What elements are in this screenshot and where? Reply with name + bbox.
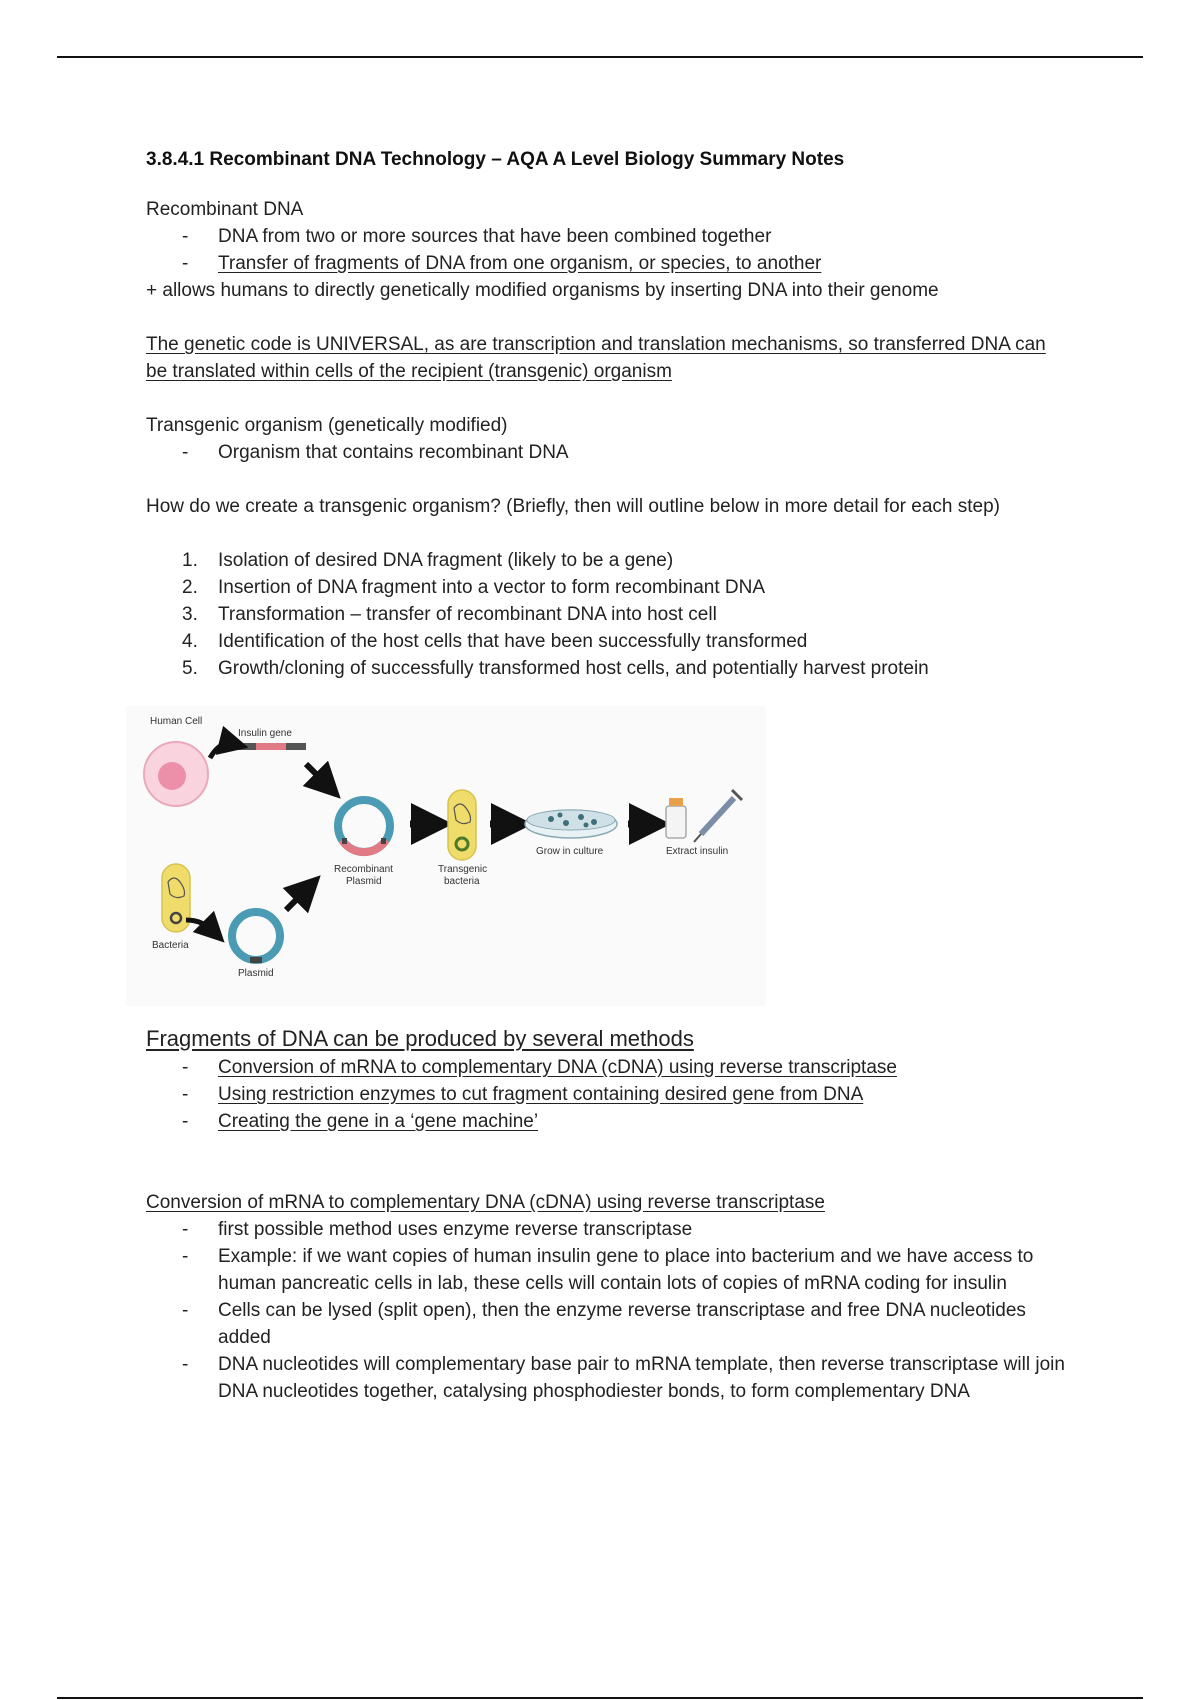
list-item: - Organism that contains recombinant DNA: [146, 439, 1066, 466]
plasmid-label: Plasmid: [238, 968, 274, 979]
step-item: 1. Isolation of desired DNA fragment (likely to be a gene): [182, 550, 674, 571]
bacteria-icon: [162, 864, 190, 932]
transgenic-list: [146, 439, 1066, 466]
step-item: 3. Transformation – transfer of recombinant DNA into host cell: [182, 604, 717, 625]
step-item: 4. Identification of the host cells that have been successfully transformed: [182, 631, 808, 652]
recombinant-heading: Recombinant DNA: [146, 199, 304, 220]
human-cell-label: Human Cell: [150, 716, 203, 727]
list-item: - DNA from two or more sources that have been combined together: [146, 223, 1066, 250]
insulin-gene-icon: [238, 743, 306, 750]
list-item: - DNA nucleotides will complementary base pair to mRNA template, then reverse transcriptase will join DNA nucleotides together, catalysing phosphodiester bonds, to form complementary DNA: [146, 1351, 1066, 1405]
vial-icon: [666, 798, 686, 838]
fragments-list: [146, 1054, 1066, 1135]
step-item: 5. Growth/cloning of successfully transformed host cells, and potentially harvest protein: [182, 658, 929, 679]
plus-note: + allows humans to directly genetically modified organisms by inserting DNA into their genome: [146, 280, 939, 301]
top-rule: [57, 56, 1143, 58]
list-item: - Transfer of fragments of DNA from one organism, or species, to another: [146, 250, 1066, 277]
list-item: - Using restriction enzymes to cut fragment containing desired gene from DNA: [146, 1081, 1066, 1108]
bacteria-label: Bacteria: [152, 940, 189, 951]
document-body: [146, 146, 1066, 1405]
conversion-heading: Conversion of mRNA to complementary DNA (cDNA) using reverse transcriptase: [146, 1192, 825, 1213]
list-item: - Example: if we want copies of human insulin gene to place into bacterium and we have access to human pancreatic cells in lab, these cells will contain lots of copies of mRNA coding for insulin: [146, 1243, 1066, 1297]
page-title: 3.8.4.1 Recombinant DNA Technology – AQA A Level Biology Summary Notes: [146, 149, 845, 170]
recombinant-dna-diagram: [126, 706, 766, 1006]
recombinant-list: [146, 223, 1066, 277]
human-cell-icon: [144, 742, 208, 806]
fragments-heading: Fragments of DNA can be produced by several methods: [146, 1026, 694, 1051]
recombinant-label-1: Recombinant: [334, 864, 393, 875]
transgenic-label-2: bacteria: [444, 876, 480, 887]
transgenic-label-1: Transgenic: [438, 864, 488, 875]
list-item: - Conversion of mRNA to complementary DNA (cDNA) using reverse transcriptase: [146, 1054, 1066, 1081]
insulin-gene-label: Insulin gene: [238, 728, 292, 739]
list-item: - Cells can be lysed (split open), then the enzyme reverse transcriptase and free DNA nucleotides added: [146, 1297, 1066, 1351]
bottom-rule: [57, 1697, 1143, 1699]
list-item: - first possible method uses enzyme reverse transcriptase: [146, 1216, 1066, 1243]
petri-dish-icon: [525, 810, 617, 838]
recombinant-label-2: Plasmid: [346, 876, 382, 887]
list-item: - Creating the gene in a ‘gene machine’: [146, 1108, 1066, 1135]
conversion-list: [146, 1216, 1066, 1405]
grow-label: Grow in culture: [536, 846, 604, 857]
transgenic-heading: Transgenic organism (genetically modified): [146, 415, 508, 436]
universal-note: The genetic code is UNIVERSAL, as are transcription and translation mechanisms, so transferred DNA can be translated within cells of the recipient (transgenic) organism: [146, 334, 1046, 382]
extract-label: Extract insulin: [666, 846, 729, 857]
diagram-svg: [126, 706, 766, 1006]
transgenic-bacteria-icon: [448, 790, 476, 860]
howto-question: How do we create a transgenic organism? (Briefly, then will outline below in more detail for each step): [146, 496, 1001, 517]
steps-list: [146, 547, 1066, 682]
step-item: 2. Insertion of DNA fragment into a vector to form recombinant DNA: [182, 577, 766, 598]
